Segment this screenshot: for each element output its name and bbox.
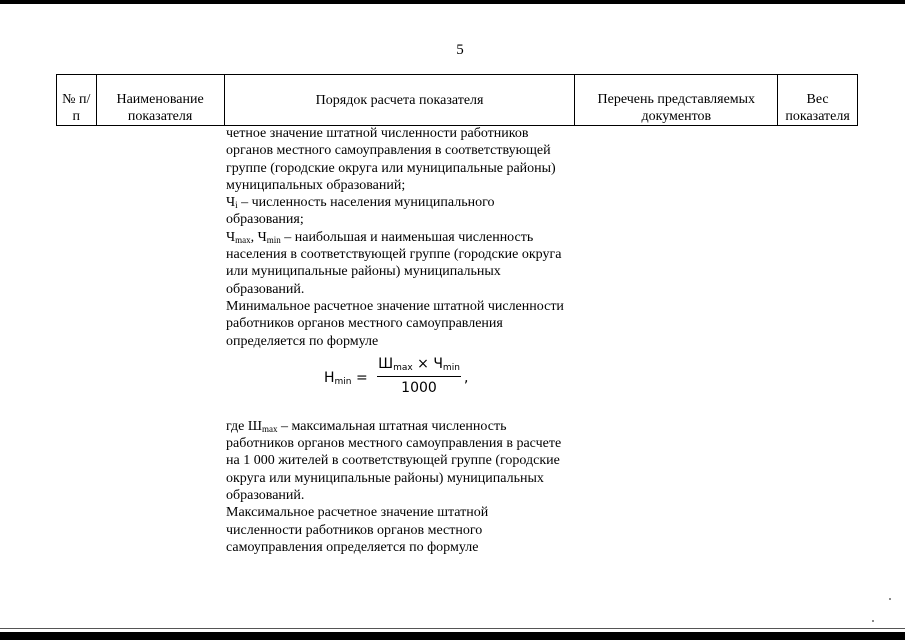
- scan-border-line: [0, 628, 905, 629]
- definition-text: – наибольшая и наименьшая численность населения в соответствующей группе (городские округа или муниципальные районы) муниципальных образований.: [226, 229, 562, 297]
- formula-subscript: max: [393, 362, 413, 373]
- paragraph-4: Минимальное расчетное значение штатной численности работников органов местного самоуправления определяется по формуле: [226, 298, 564, 349]
- header-col-calculation: Порядок расчета показателя: [224, 75, 575, 126]
- formula-fraction: [376, 356, 462, 398]
- scan-border-top: [0, 0, 905, 4]
- header-col-name: Наименование показателя: [96, 75, 224, 126]
- paragraph-1: четное значение штатной численности работников органов местного самоуправления в соответствующей группе (городские округа или муниципальные районы) муниципальных образований;: [226, 126, 556, 193]
- formula-lhs: [324, 370, 368, 387]
- scan-speck: [872, 620, 874, 622]
- calculation-text: [226, 125, 564, 556]
- definition-text: – максимальная штатная численность работников органов местного самоуправления в расчете на 1 000 жителей в соответствующей группе (городские округа или муниципальные районы) муниципальных образований.: [226, 418, 562, 504]
- var-symbol: Ч: [226, 229, 236, 245]
- var-symbol: Ч: [226, 195, 236, 211]
- var-subscript: min: [266, 234, 281, 245]
- formula-subscript: min: [442, 362, 460, 373]
- scan-border-bottom: [0, 632, 905, 640]
- paragraph-5: [226, 418, 564, 504]
- paragraph-2: [226, 194, 564, 229]
- where-word: где: [226, 418, 248, 434]
- header-col-documents: Перечень представляемых документов: [575, 75, 778, 126]
- indicator-table-header: [56, 74, 858, 126]
- var-symbol: Ч: [257, 229, 267, 245]
- formula-operator: ×: [412, 355, 434, 372]
- formula-symbol: Н: [324, 369, 335, 386]
- paragraph-6: Максимальное расчетное значение штатной численности работников органов местного самоуправления определяется по формуле: [226, 505, 489, 555]
- formula-subscript: min: [334, 376, 352, 387]
- formula-denominator: 1000: [401, 380, 437, 397]
- page-number: 5: [456, 42, 464, 58]
- formula-equals: =: [351, 369, 368, 386]
- definition-text: – численность населения муниципального образования;: [226, 195, 495, 228]
- var-subscript: max: [235, 234, 251, 245]
- separator: ,: [250, 229, 258, 245]
- paragraph-3: [226, 229, 564, 298]
- var-subscript: max: [262, 423, 278, 434]
- formula-min: [226, 356, 564, 410]
- scan-speck: [889, 598, 891, 600]
- header-col-number: № п/п: [57, 75, 97, 126]
- formula-numerator: [376, 356, 462, 376]
- var-subscript: i: [235, 200, 238, 211]
- formula-comma: ,: [464, 369, 469, 386]
- var-symbol: Ш: [247, 418, 263, 434]
- formula-symbol: Ч: [433, 355, 443, 372]
- header-col-weight: Вес показателя: [778, 75, 858, 126]
- formula-symbol: Ш: [378, 355, 394, 372]
